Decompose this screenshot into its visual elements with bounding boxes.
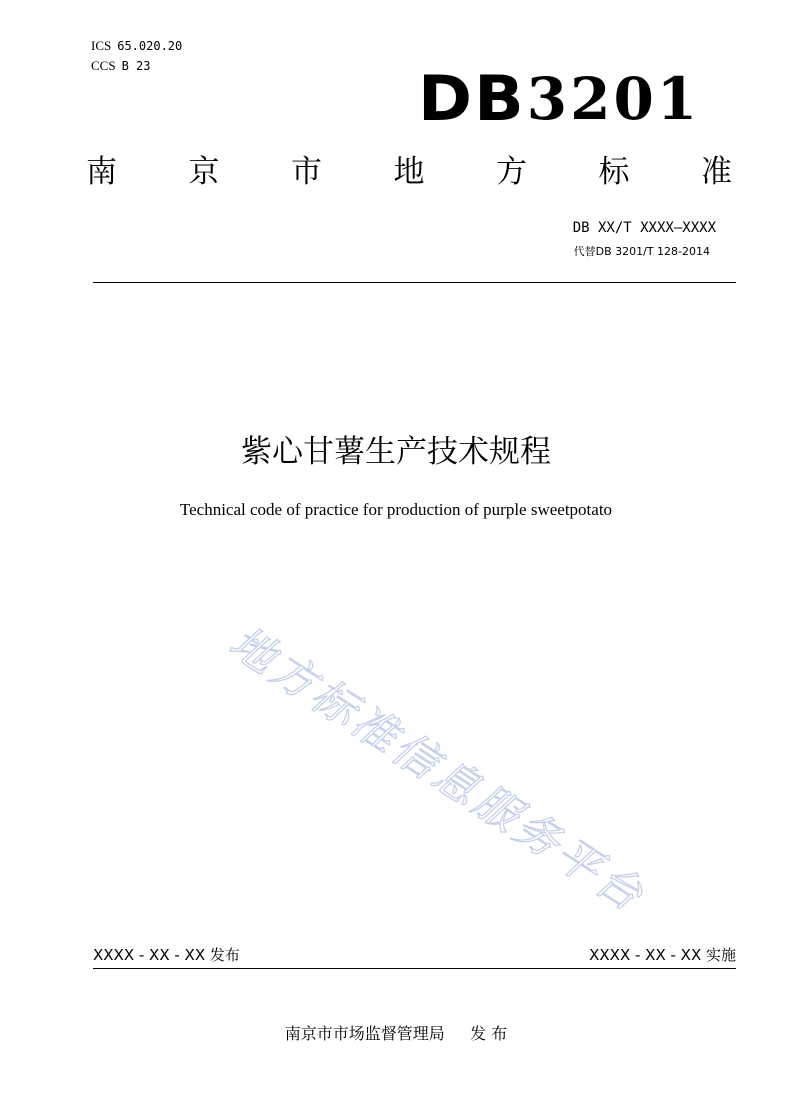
watermark-char: 准 [342,695,407,763]
issuing-authority [86,150,732,194]
authority-char: 南 [86,154,117,190]
top-divider [93,282,736,283]
ics-value: 65.020.20 [117,39,183,53]
watermark-char: 地 [220,616,286,684]
watermark-char: 息 [423,748,489,816]
ccs-row [91,56,182,76]
watermark-char: 方 [261,643,326,710]
standard-code-prefix: DB [418,62,526,135]
document-title-en: Technical code of practice for production of purple sweetpotato [179,500,613,519]
bottom-divider [93,968,736,969]
authority-char: 方 [496,154,527,190]
standard-code-number: 3201 [526,65,701,133]
ics-label: ICS [91,38,112,53]
authority-char: 京 [188,154,220,190]
classification-codes [91,36,182,76]
watermark-char: 标 [301,669,367,737]
watermark-char: 务 [504,801,570,869]
standard-code [418,60,701,135]
standard-number: DB XX/T XXXX—XXXX [572,220,716,236]
implementation-date: XXXX - XX - XX 实施 [589,946,736,964]
replaces-standard: 代替DB 3201/T 128-2014 [573,245,710,258]
document-title-cn: 紫心甘薯生产技术规程 [241,434,551,470]
ccs-label: CCS [91,58,116,73]
authority-char: 准 [701,154,732,190]
ccs-value: B 23 [121,59,151,73]
watermark-char: 平 [545,827,611,895]
issue-date: XXXX - XX - XX 发布 [93,946,240,964]
authority-char: 标 [598,154,630,190]
watermark-char: 信 [382,722,448,789]
watermark-char: 台 [585,854,651,921]
watermark-char: 服 [464,774,529,842]
watermark [218,605,659,925]
authority-char: 市 [291,154,322,190]
ics-row [91,36,182,56]
authority-char: 地 [393,154,425,190]
publisher: 南京市市场监督管理局 发 布 [284,1024,508,1043]
